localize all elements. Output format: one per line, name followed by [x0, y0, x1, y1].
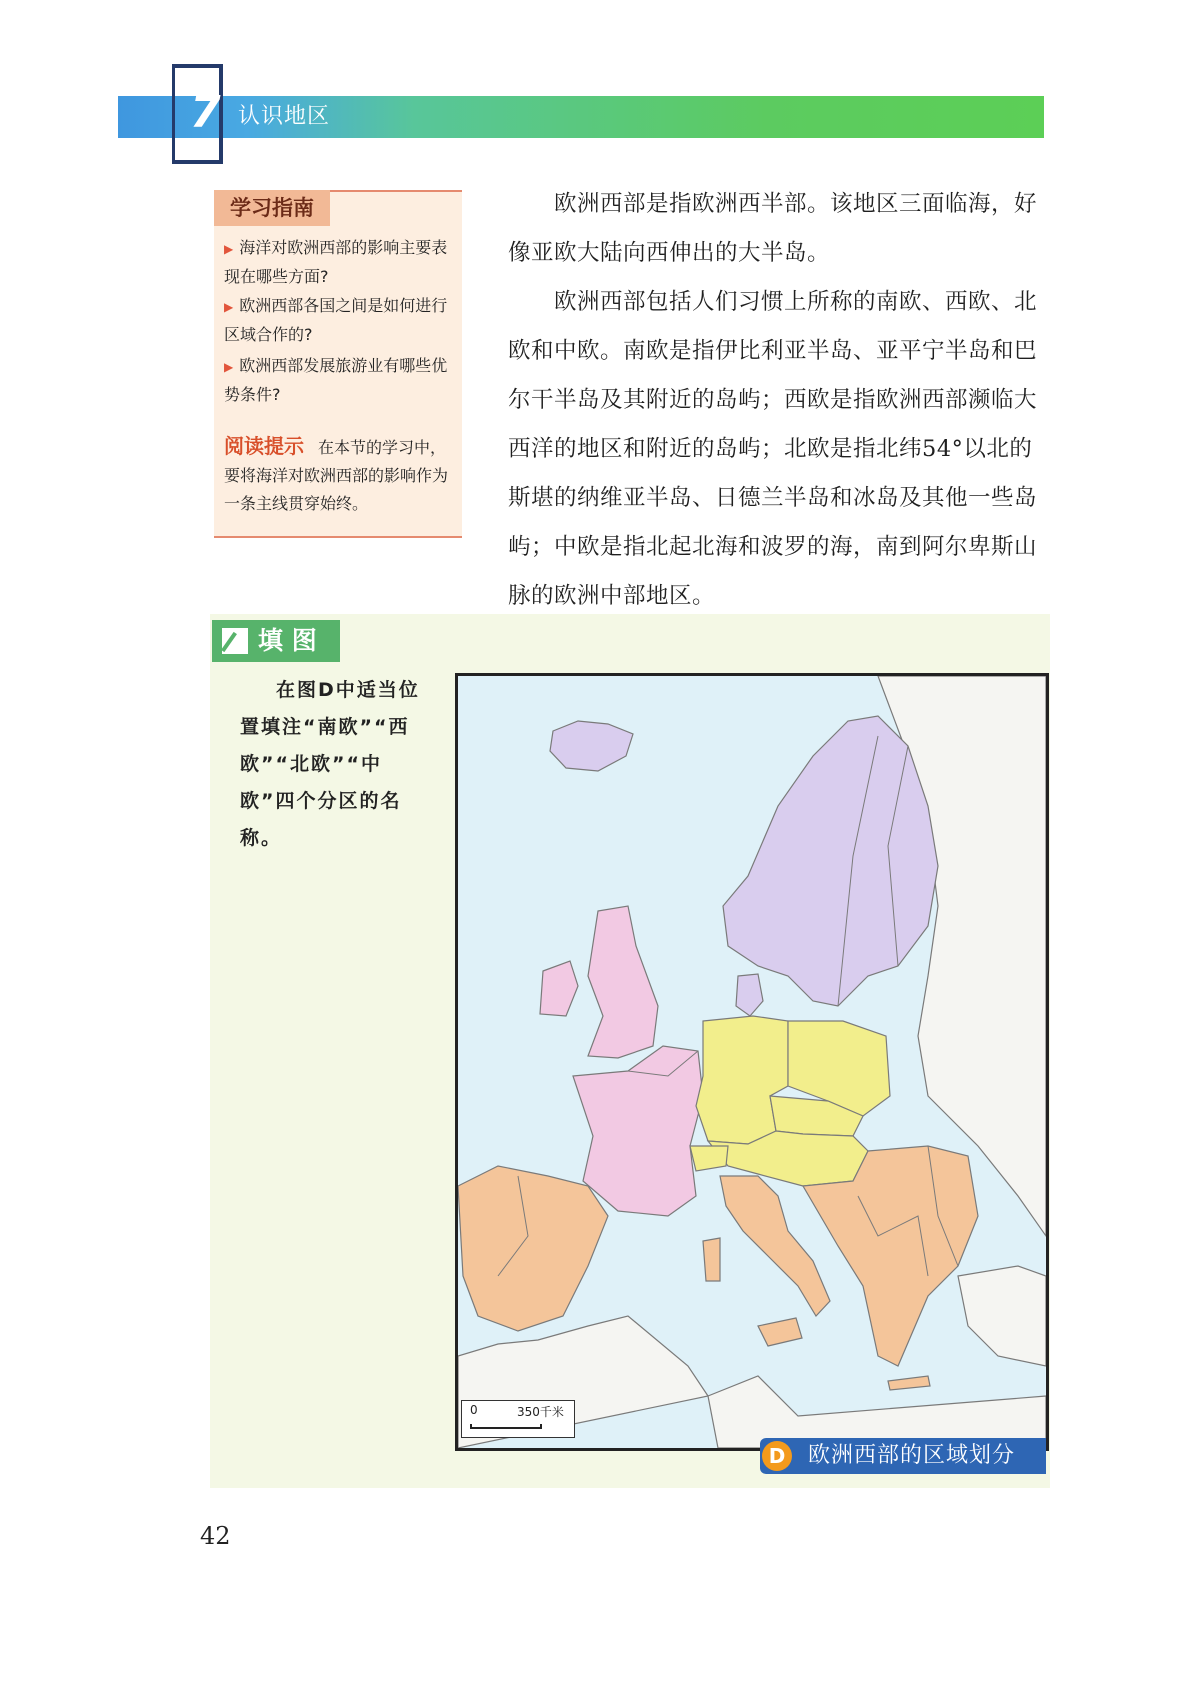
pencil-icon: [222, 628, 248, 654]
map-caption-text: 欧洲西部的区域划分: [808, 1443, 1016, 1468]
guide-question-2: ▶ 欧洲西部各国之间是如何进行区域合作的?: [224, 296, 448, 344]
map-frame: [455, 673, 1049, 1451]
triangle-bullet-icon: ▶: [224, 242, 234, 256]
body-paragraph-2: 欧洲西部包括人们习惯上所称的南欧、西欧、北欧和中欧。南欧是指伊比利亚半岛、亚平宁半岛和巴尔干半岛及其附近的岛屿；西欧是指欧洲西部濒临大西洋的地区和附近的岛屿；北欧是指北纬54°以北的斯堪的纳维亚半岛、日德兰半岛和冰岛及其他一些岛屿；中欧是指北起北海和波罗的海，南到阿尔卑斯山脉的欧洲中部地区。: [508, 289, 1038, 609]
region-iceland: [550, 721, 633, 771]
reading-tip-text: 在本节的学习中，要将海洋对欧洲西部的影响作为一条主线贯穿始终。: [224, 438, 449, 513]
guide-question-3: ▶ 欧洲西部发展旅游业有哪些优势条件?: [224, 356, 448, 404]
map-caption-letter: D: [762, 1441, 792, 1471]
region-france: [573, 1046, 703, 1216]
triangle-bullet-icon: ▶: [224, 360, 234, 374]
triangle-bullet-icon: ▶: [224, 300, 234, 314]
region-great-britain: [588, 906, 658, 1058]
region-switzerland: [690, 1146, 728, 1171]
region-iberia: [458, 1166, 608, 1331]
guide-question-1: ▶ 海洋对欧洲西部的影响主要表现在哪些方面?: [224, 238, 448, 286]
reading-tip: [224, 432, 460, 518]
fill-map-instruction: 在图D中适当位置填注“南欧”“西欧”“北欧”“中欧”四个分区的名称。: [240, 679, 420, 849]
region-turkey: [958, 1266, 1046, 1366]
scale-distance-label: 350千米: [517, 1405, 564, 1419]
chapter-number: 7: [190, 87, 221, 138]
scale-bar-line: [470, 1424, 542, 1429]
region-sicily: [758, 1318, 802, 1346]
reading-tip-title: 阅读提示: [224, 434, 304, 458]
region-germany: [696, 1016, 788, 1144]
learning-guide-title: 学习指南: [214, 190, 330, 226]
chapter-title: 认识地区: [238, 104, 331, 129]
region-denmark: [736, 974, 763, 1016]
region-crete: [888, 1376, 930, 1390]
region-sardinia: [703, 1238, 720, 1281]
fill-map-label: 填 图: [212, 620, 340, 662]
scale-zero-label: 0: [470, 1403, 478, 1417]
page-number: 42: [200, 1522, 231, 1550]
region-ireland: [540, 961, 578, 1016]
body-paragraph-1: 欧洲西部是指欧洲西半部。该地区三面临海，好像亚欧大陆向西伸出的大半岛。: [508, 191, 1038, 266]
western-europe-map: [458, 676, 1046, 1448]
